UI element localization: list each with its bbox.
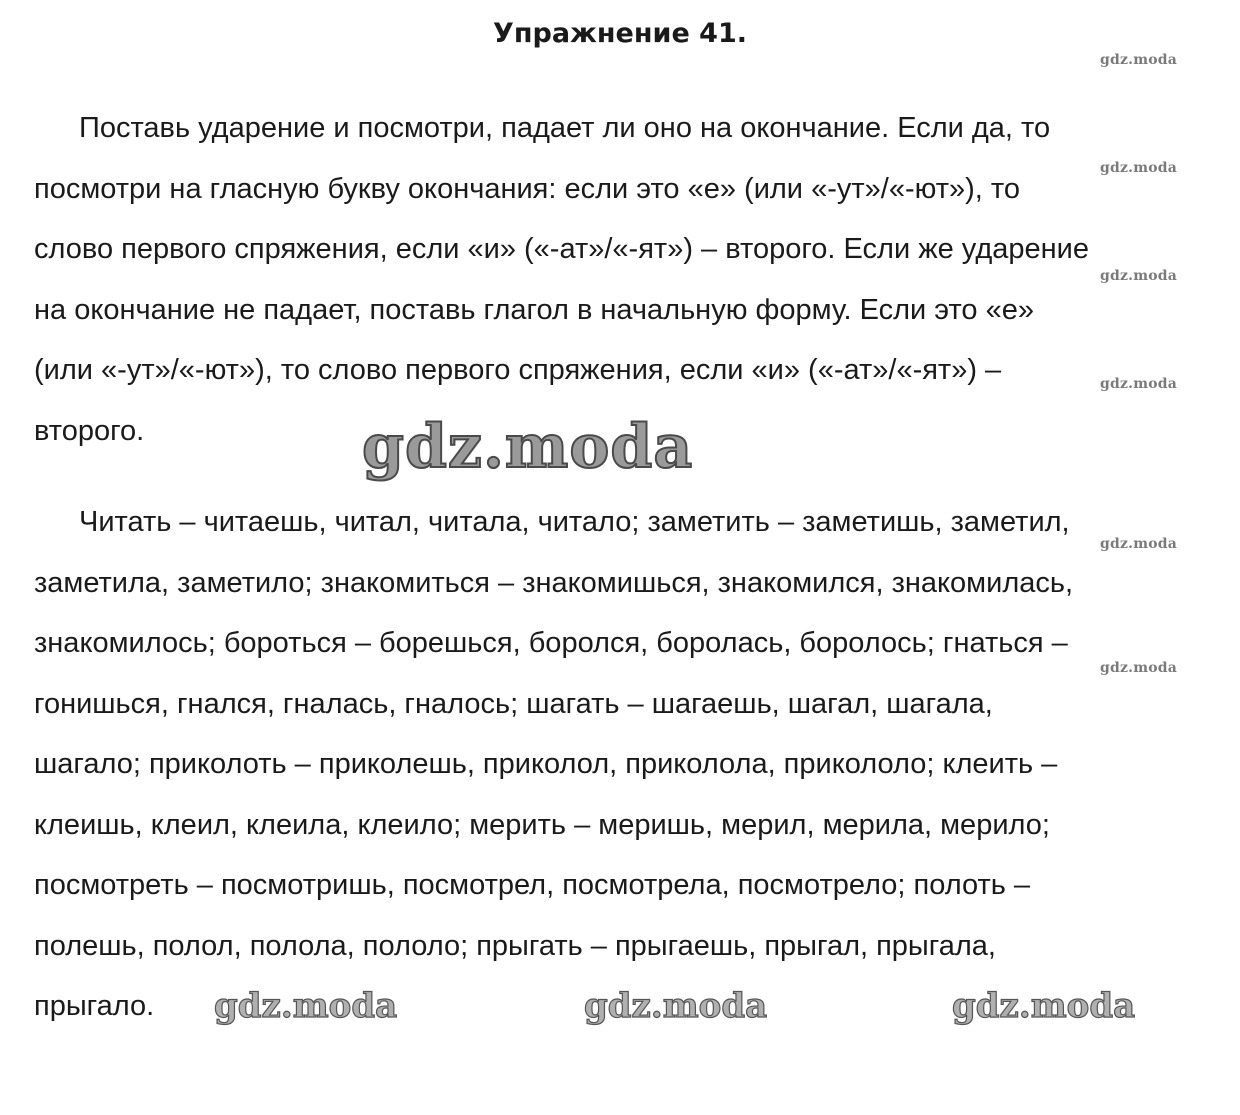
watermark-logo: gdz.moda (1100, 536, 1178, 552)
answer-paragraph (34, 492, 1194, 1037)
watermark-logo: gdz.moda (1100, 660, 1178, 676)
answer-line: прыгало. (34, 990, 155, 1022)
exercise-title: Упражнение 41. (493, 18, 747, 49)
instructions-line: слово первого спряжения, если «и» («-ат»/«-ят») – второго. Если же ударение (34, 233, 1089, 265)
answer-line: заметила, заметило; знакомиться – знакомишься, знакомился, знакомилась, (34, 566, 1074, 599)
watermark-logo: gdz.moda (1100, 160, 1178, 176)
answer-line: гонишься, гнался, гналась, гналось; шагать – шагаешь, шагал, шагала, (34, 687, 993, 720)
answer-line: полешь, полол, полола, пололо; прыгать – прыгаешь, прыгал, прыгала, (34, 929, 996, 962)
instructions-line: второго. (34, 414, 145, 447)
instructions-line: (или «-ут»/«-ют»), то слово первого спряжения, если «и» («-ат»/«-ят») – (34, 354, 1002, 386)
watermark-logo-bottom: gdz.moda (584, 986, 768, 1026)
watermark-logo-large: gdz.moda (362, 412, 694, 482)
watermark-logo: gdz.moda (1100, 376, 1178, 392)
answer-line: посмотреть – посмотришь, посмотрел, посмотрела, посмотрело; полоть – (34, 869, 1031, 901)
instructions-line: посмотри на гласную букву окончания: если это «е» (или «-ут»/«-ют»), то (34, 172, 1020, 205)
instructions-line: Поставь ударение и посмотри, падает ли оно на окончание. Если да, то (79, 112, 1051, 144)
answer-line: шагало; приколоть – приколешь, приколол, приколола, прикололо; клеить – (34, 748, 1058, 780)
answer-line: клеишь, клеил, клеила, клеило; мерить – меришь, мерил, мерила, мерило; (34, 808, 1050, 841)
answer-line: знакомилось; бороться – борешься, боролся, боролась, боролось; гнаться – (34, 627, 1068, 659)
watermark-logo-bottom: gdz.moda (952, 986, 1136, 1026)
instructions-paragraph (34, 98, 1194, 461)
watermark-logo: gdz.moda (1100, 268, 1178, 284)
instructions-line: на окончание не падает, поставь глагол в начальную форму. Если это «е» (34, 293, 1034, 326)
watermark-logo: gdz.moda (1100, 52, 1178, 68)
watermark-logo-bottom: gdz.moda (214, 986, 398, 1026)
answer-line: Читать – читаешь, читал, читала, читало; заметить – заметишь, заметил, (79, 506, 1070, 538)
